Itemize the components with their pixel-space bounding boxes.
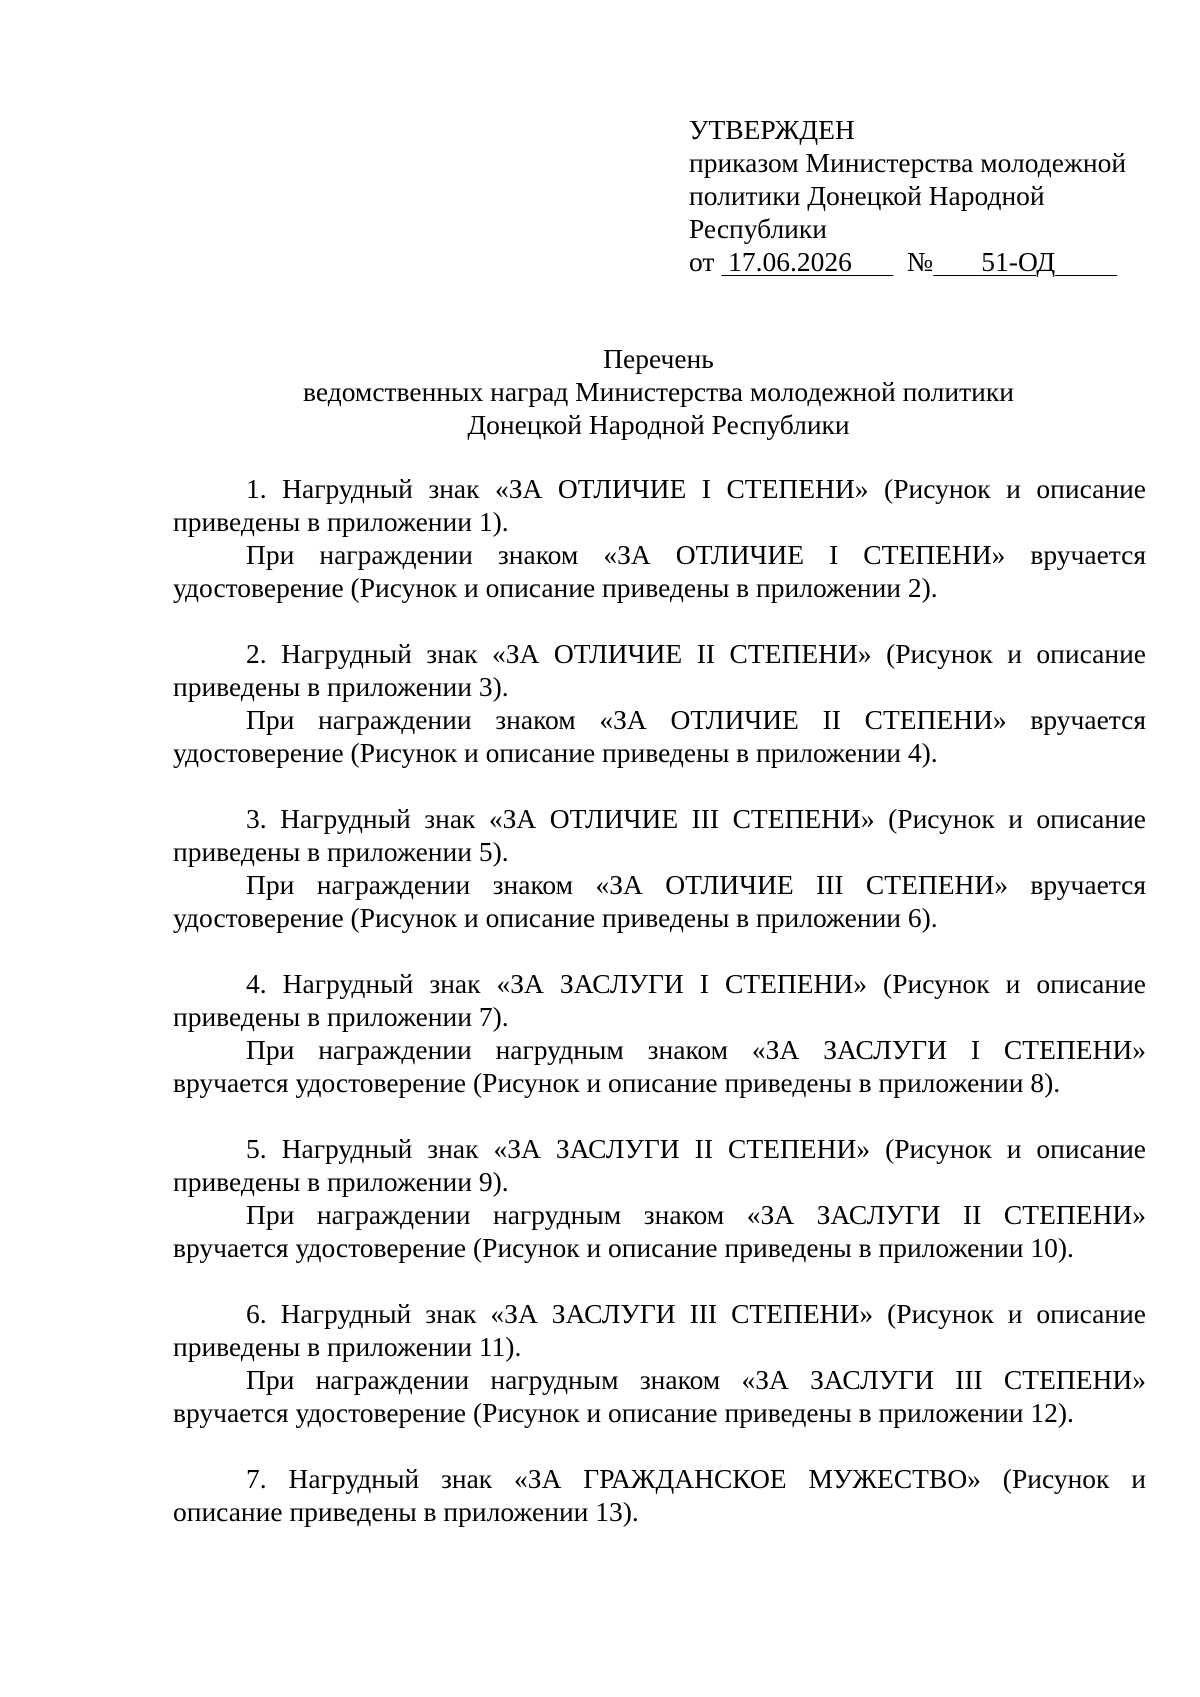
award-item: [173, 967, 1146, 1099]
approval-heading: УТВЕРЖДЕН: [689, 114, 855, 145]
award-badge-text: 6. Нагрудный знак «ЗА ЗАСЛУГИ III СТЕПЕНИ» (Рисунок и описание приведены в приложении 11).: [173, 1298, 1146, 1362]
award-badge-text: 4. Нагрудный знак «ЗА ЗАСЛУГИ I СТЕПЕНИ» (Рисунок и описание приведены в приложении 7).: [173, 968, 1146, 1032]
award-certificate-text: При награждении знаком «ЗА ОТЛИЧИЕ I СТЕПЕНИ» вручается удостоверение (Рисунок и описание приведены в приложении 2).: [173, 539, 1146, 603]
award-item: [173, 637, 1146, 769]
title-line-2: ведомственных наград Министерства молодежной политики: [303, 376, 1014, 407]
title-line-1: Перечень: [603, 343, 714, 374]
approval-line-1: приказом Министерства молодежной: [689, 147, 1127, 178]
approval-number-label: №: [906, 246, 934, 277]
award-item: [173, 1462, 1146, 1528]
award-certificate-text: При награждении знаком «ЗА ОТЛИЧИЕ II СТЕПЕНИ» вручается удостоверение (Рисунок и описание приведены в приложении 4).: [173, 704, 1146, 768]
award-certificate-text: При награждении нагрудным знаком «ЗА ЗАСЛУГИ III СТЕПЕНИ» вручается удостоверение (Рисунок и описание приведены в приложении 12).: [173, 1364, 1146, 1428]
award-badge-text: 7. Нагрудный знак «ЗА ГРАЖДАНСКОЕ МУЖЕСТВО» (Рисунок и описание приведены в приложении 13).: [173, 1463, 1146, 1527]
approval-date: 17.06.2026: [728, 246, 852, 277]
approval-stamp: [689, 113, 1169, 278]
award-certificate-text: При награждении нагрудным знаком «ЗА ЗАСЛУГИ I СТЕПЕНИ» вручается удостоверение (Рисунок и описание приведены в приложении 8).: [173, 1034, 1146, 1098]
award-item: [173, 1297, 1146, 1429]
award-item: [173, 802, 1146, 934]
award-badge-text: 1. Нагрудный знак «ЗА ОТЛИЧИЕ I СТЕПЕНИ» (Рисунок и описание приведены в приложении 1).: [173, 473, 1146, 537]
award-item: [173, 472, 1146, 604]
title-line-3: Донецкой Народной Республики: [467, 409, 850, 440]
document-title: [170, 342, 1147, 441]
approval-date-field: [721, 246, 893, 277]
awards-list: [173, 472, 1146, 1561]
approval-line-3: Республики: [689, 213, 827, 244]
award-certificate-text: При награждении знаком «ЗА ОТЛИЧИЕ III СТЕПЕНИ» вручается удостоверение (Рисунок и описание приведены в приложении 6).: [173, 869, 1146, 933]
approval-date-line: [689, 245, 1169, 278]
award-item: [173, 1132, 1146, 1264]
award-badge-text: 2. Нагрудный знак «ЗА ОТЛИЧИЕ II СТЕПЕНИ» (Рисунок и описание приведены в приложении 3).: [173, 638, 1146, 702]
approval-number: 51-ОД: [981, 246, 1056, 277]
award-badge-text: 3. Нагрудный знак «ЗА ОТЛИЧИЕ III СТЕПЕНИ» (Рисунок и описание приведены в приложении 5).: [173, 803, 1146, 867]
award-badge-text: 5. Нагрудный знак «ЗА ЗАСЛУГИ II СТЕПЕНИ» (Рисунок и описание приведены в приложении 9).: [173, 1133, 1146, 1197]
approval-line-2: политики Донецкой Народной: [689, 180, 1045, 211]
approval-from-label: от: [689, 246, 715, 277]
award-certificate-text: При награждении нагрудным знаком «ЗА ЗАСЛУГИ II СТЕПЕНИ» вручается удостоверение (Рисунок и описание приведены в приложении 10).: [173, 1199, 1146, 1263]
approval-number-field: [933, 246, 1117, 277]
